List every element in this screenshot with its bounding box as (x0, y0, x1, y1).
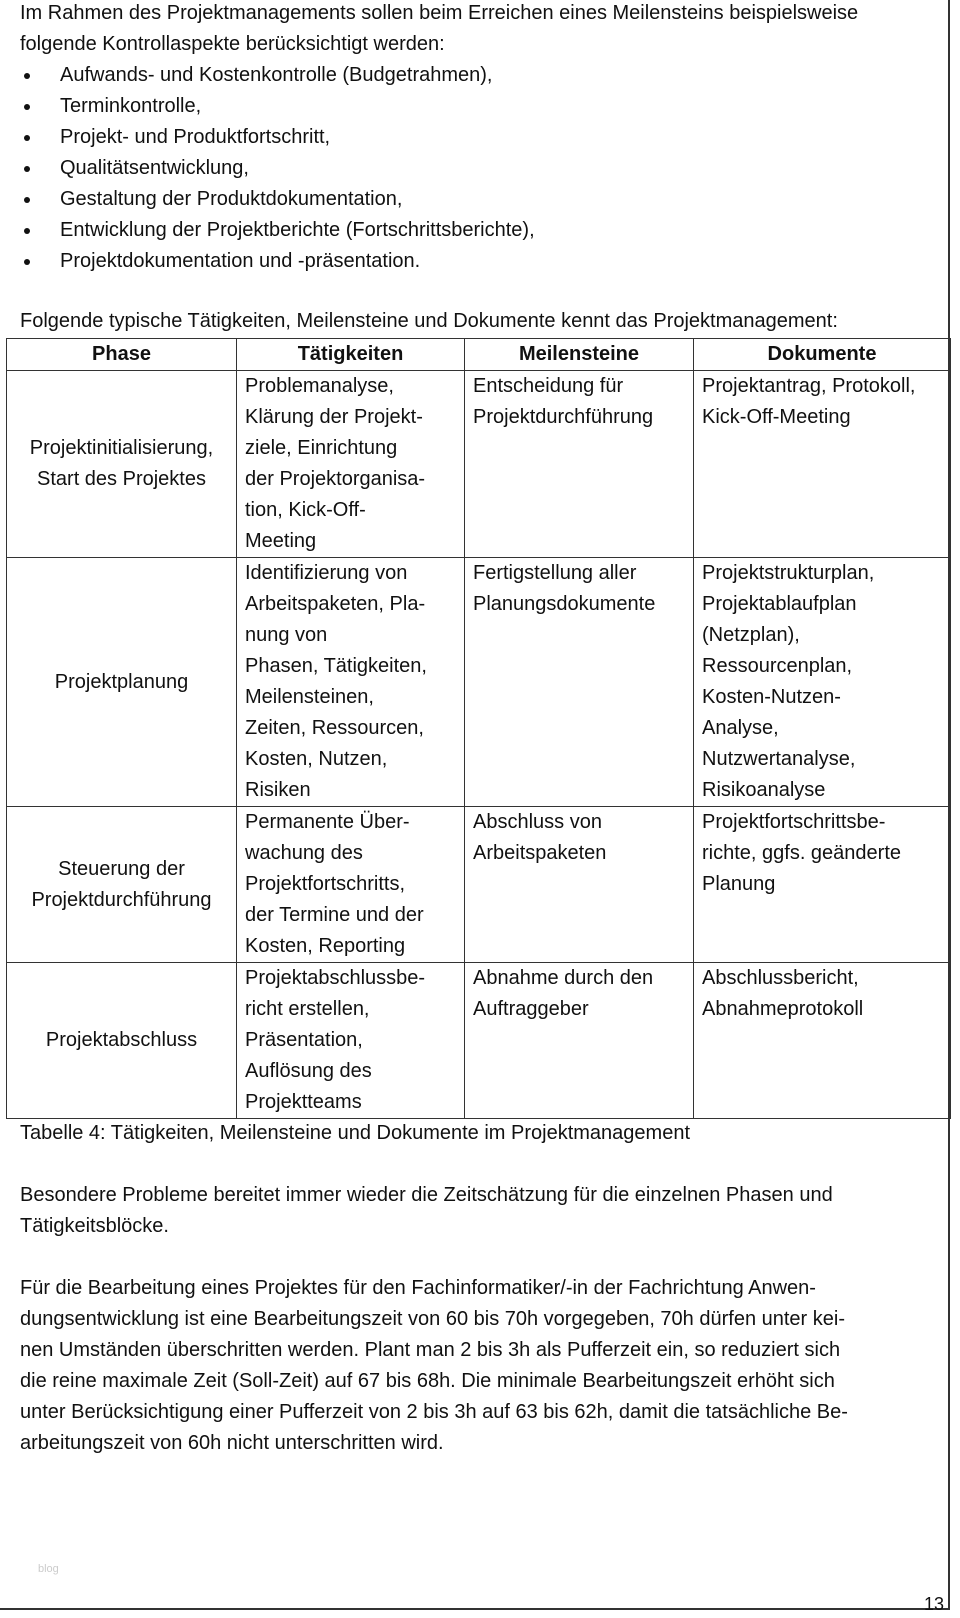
meilensteine-text: Abnahme durch den (473, 967, 654, 989)
table-intro (20, 306, 940, 337)
taetigkeiten-text: Kosten, Reporting (245, 935, 406, 957)
intro-paragraph (20, 0, 940, 60)
table-row (7, 558, 951, 807)
dokumente-cell (694, 371, 951, 558)
header-dokumente: Dokumente (694, 339, 951, 371)
taetigkeiten-text: Phasen, Tätigkeiten, (245, 655, 427, 677)
taetigkeiten-text: wachung des (245, 842, 363, 864)
taetigkeiten-text: Projektabschlussbe- (245, 967, 426, 989)
control-aspects-list (20, 60, 940, 277)
bullet-icon (24, 228, 30, 234)
list-item: Aufwands- und Kostenkontrolle (Budgetrahmen), (20, 60, 940, 91)
paragraph-line: Für die Bearbeitung eines Projektes für den Fachinformatiker/-in der Fachrichtung Anwen- (20, 1277, 816, 1299)
meilensteine-cell (465, 558, 694, 807)
dokumente-text: Kick-Off-Meeting (702, 406, 851, 428)
taetigkeiten-text: Zeiten, Ressourcen, (245, 717, 424, 739)
paragraph-line: Besondere Probleme bereitet immer wieder die Zeitschätzung für die einzelnen Phasen und (20, 1184, 833, 1206)
dokumente-cell (694, 963, 951, 1119)
taetigkeiten-text: Projektfortschritts, (245, 873, 406, 895)
meilensteine-text: Planungsdokumente (473, 593, 656, 615)
taetigkeiten-text: Risiken (245, 779, 311, 801)
meilensteine-text: Entscheidung für (473, 375, 624, 397)
taetigkeiten-text: Projektteams (245, 1091, 362, 1113)
phase-text: Projektabschluss (45, 1029, 198, 1051)
table-caption: Tabelle 4: Tätigkeiten, Meilensteine und Dokumente im Projektmanagement (20, 1122, 690, 1144)
meilensteine-cell (465, 371, 694, 558)
taetigkeiten-cell (237, 807, 465, 963)
taetigkeiten-text: der Projektorganisa- (245, 468, 426, 490)
taetigkeiten-text: Präsentation, (245, 1029, 363, 1051)
taetigkeiten-text: richt erstellen, (245, 998, 370, 1020)
paragraph-line: dungsentwicklung ist eine Bearbeitungszeit von 60 bis 70h vorgegeben, 70h dürfen unter kei- (20, 1308, 845, 1330)
meilensteine-cell (465, 963, 694, 1119)
paragraph-line: arbeitungszeit von 60h nicht unterschritten wird. (20, 1432, 444, 1454)
taetigkeiten-text: Problemanalyse, (245, 375, 394, 397)
dokumente-text: Ressourcenplan, (702, 655, 853, 677)
taetigkeiten-text: tion, Kick-Off- (245, 499, 366, 521)
list-item: Projektdokumentation und -präsentation. (20, 246, 940, 277)
taetigkeiten-text: ziele, Einrichtung (245, 437, 398, 459)
taetigkeiten-text: Meeting (245, 530, 317, 552)
phase-text: Projektplanung (54, 670, 189, 693)
phase-cell (7, 807, 237, 963)
dokumente-text: Kosten-Nutzen- (702, 686, 841, 708)
dokumente-text: (Netzplan), (702, 624, 800, 646)
bullet-icon (24, 259, 30, 265)
dokumente-text: richte, ggfs. geänderte (702, 842, 902, 864)
list-item: Projekt- und Produktfortschritt, (20, 122, 940, 153)
table-row (7, 371, 951, 558)
phase-cell (7, 371, 237, 558)
meilensteine-text: Abschluss von (473, 811, 602, 833)
meilensteine-cell (465, 807, 694, 963)
taetigkeiten-text: Identifizierung von (245, 562, 408, 584)
dokumente-text: Nutzwertanalyse, (702, 748, 856, 770)
dokumente-cell (694, 807, 951, 963)
bullet-icon (24, 166, 30, 172)
bullet-icon (24, 104, 30, 110)
table-row (7, 963, 951, 1119)
table-header-row (7, 339, 951, 371)
paragraph-line: Tätigkeitsblöcke. (20, 1215, 169, 1237)
taetigkeiten-text: der Termine und der (245, 904, 424, 926)
paragraph-time-estimation (20, 1180, 940, 1242)
watermark: blog (38, 1563, 59, 1575)
dokumente-cell (694, 558, 951, 807)
taetigkeiten-text: Kosten, Nutzen, (245, 748, 388, 770)
intro-line-2: folgende Kontrollaspekte berücksichtigt werden: (20, 33, 445, 55)
list-item: Gestaltung der Produktdokumentation, (20, 184, 940, 215)
page-number: 13 (923, 1594, 944, 1614)
phase-cell (7, 558, 237, 807)
meilensteine-text: Arbeitspaketen (473, 842, 607, 864)
table-intro-text: Folgende typische Tätigkeiten, Meilensteine und Dokumente kennt das Projektmanagement: (20, 310, 838, 332)
dokumente-text: Projektfortschrittsbe- (702, 811, 886, 833)
paragraph-line: die reine maximale Zeit (Soll-Zeit) auf 67 bis 68h. Die minimale Bearbeitungszeit erhöht sich (20, 1370, 835, 1392)
taetigkeiten-text: Auflösung des (245, 1060, 372, 1082)
dokumente-text: Projektablaufplan (702, 593, 857, 615)
dokumente-text: Projektstrukturplan, (702, 562, 875, 584)
dokumente-text: Abnahmeprotokoll (702, 998, 864, 1020)
taetigkeiten-cell (237, 558, 465, 807)
taetigkeiten-text: nung von (245, 624, 328, 646)
list-item: Terminkontrolle, (20, 91, 940, 122)
taetigkeiten-text: Meilensteinen, (245, 686, 374, 708)
dokumente-text: Analyse, (702, 717, 779, 739)
meilensteine-text: Projektdurchführung (473, 406, 654, 428)
project-phases-table (6, 338, 951, 1119)
table-row (7, 807, 951, 963)
taetigkeiten-text: Arbeitspaketen, Pla- (245, 593, 426, 615)
header-taetigkeiten: Tätigkeiten (237, 339, 465, 371)
list-item: Entwicklung der Projektberichte (Fortschrittsberichte), (20, 215, 940, 246)
intro-line-1: Im Rahmen des Projektmanagements sollen beim Erreichen eines Meilensteins beispielsweise (20, 2, 859, 24)
bullet-icon (24, 73, 30, 79)
header-phase: Phase (7, 339, 237, 371)
bullet-icon (24, 135, 30, 141)
phase-text: Steuerung der (58, 857, 185, 880)
phase-text: Projektdurchführung (31, 888, 212, 911)
taetigkeiten-text: Klärung der Projekt- (245, 406, 423, 428)
taetigkeiten-text: Permanente Über- (245, 811, 410, 833)
meilensteine-text: Auftraggeber (473, 998, 589, 1020)
dokumente-text: Abschlussbericht, (702, 967, 859, 989)
paragraph-processing-time (20, 1273, 940, 1459)
paragraph-line: nen Umständen überschritten werden. Plant man 2 bis 3h als Pufferzeit ein, so reduziert sich (20, 1339, 841, 1361)
dokumente-text: Planung (702, 873, 776, 895)
meilensteine-text: Fertigstellung aller (473, 562, 637, 584)
taetigkeiten-cell (237, 371, 465, 558)
taetigkeiten-cell (237, 963, 465, 1119)
bullet-icon (24, 197, 30, 203)
phase-text: Start des Projektes (37, 468, 206, 490)
paragraph-line: unter Berücksichtigung einer Pufferzeit von 2 bis 3h auf 63 bis 62h, damit die tatsächliche Be- (20, 1401, 848, 1423)
phase-text: Projektinitialisierung, (29, 437, 214, 459)
list-item: Qualitätsentwicklung, (20, 153, 940, 184)
dokumente-text: Risikoanalyse (702, 779, 826, 801)
header-meilensteine: Meilensteine (465, 339, 694, 371)
phase-cell (7, 963, 237, 1119)
dokumente-text: Projektantrag, Protokoll, (702, 375, 916, 397)
